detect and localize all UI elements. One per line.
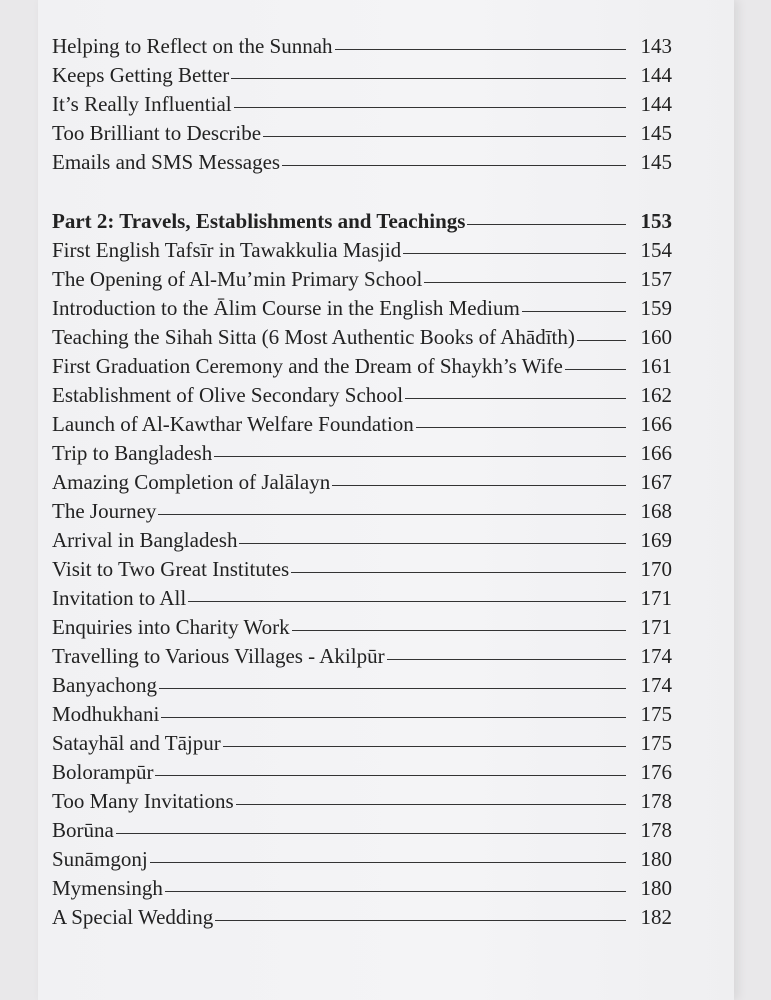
toc-entry xyxy=(52,92,672,121)
toc-leader-line xyxy=(467,224,626,225)
toc-leader-line xyxy=(214,456,626,457)
toc-leader-line xyxy=(223,746,626,747)
toc-leader-line xyxy=(155,775,626,776)
toc-entry-page: 169 xyxy=(640,528,672,552)
toc-entry-title: Bolorampūr xyxy=(52,760,154,784)
toc-entry xyxy=(52,412,672,441)
toc-entry xyxy=(52,63,672,92)
toc-entry-page: 160 xyxy=(640,325,672,349)
toc-leader-line xyxy=(236,804,626,805)
toc-entry-page: 174 xyxy=(640,644,672,668)
toc-leader-line xyxy=(335,49,626,50)
toc-entry xyxy=(52,818,672,847)
toc-entry-title: Teaching the Sihah Sitta (6 Most Authentic Books of Ahādīth) xyxy=(52,325,575,349)
toc-entry-title: Trip to Bangladesh xyxy=(52,441,213,465)
toc-entry xyxy=(52,267,672,296)
toc-leader-line xyxy=(188,601,626,602)
toc-entry-page: 166 xyxy=(640,412,672,436)
toc-leader-line xyxy=(387,659,626,660)
toc-entry-title: Satayhāl and Tājpur xyxy=(52,731,221,755)
table-of-contents xyxy=(52,34,672,934)
toc-entry xyxy=(52,673,672,702)
toc-entry-page: 182 xyxy=(640,905,672,929)
toc-entry xyxy=(52,34,672,63)
toc-entry xyxy=(52,121,672,150)
toc-entry-page: 178 xyxy=(640,789,672,813)
book-page xyxy=(38,0,734,1000)
toc-leader-line xyxy=(405,398,626,399)
toc-entry-title: Emails and SMS Messages xyxy=(52,150,281,174)
toc-entry xyxy=(52,238,672,267)
toc-leader-line xyxy=(161,717,626,718)
toc-entry-page: 161 xyxy=(640,354,672,378)
toc-entry xyxy=(52,528,672,557)
toc-entry-page: 154 xyxy=(640,238,672,262)
toc-entry-title: The Opening of Al-Mu’min Primary School xyxy=(52,267,423,291)
toc-leader-line xyxy=(424,282,626,283)
toc-entry-page: 143 xyxy=(640,34,672,58)
toc-entry-title: Amazing Completion of Jalālayn xyxy=(52,470,331,494)
toc-entry-title: The Journey xyxy=(52,499,157,523)
toc-entry xyxy=(52,296,672,325)
toc-entry xyxy=(52,470,672,499)
toc-entry xyxy=(52,499,672,528)
toc-leader-line xyxy=(403,253,626,254)
toc-entry xyxy=(52,354,672,383)
toc-entry xyxy=(52,847,672,876)
toc-entry xyxy=(52,731,672,760)
toc-entry-page: 145 xyxy=(640,150,672,174)
toc-entry-title: Too Brilliant to Describe xyxy=(52,121,262,145)
toc-entry-page: 170 xyxy=(640,557,672,581)
toc-entry-title: Travelling to Various Villages - Akilpūr xyxy=(52,644,385,668)
toc-entry-title: Visit to Two Great Institutes xyxy=(52,557,290,581)
toc-entry-title: Establishment of Olive Secondary School xyxy=(52,383,404,407)
toc-entry xyxy=(52,760,672,789)
toc-entry-page: 144 xyxy=(640,63,672,87)
toc-entry-title: Banyachong xyxy=(52,673,157,697)
toc-entry xyxy=(52,644,672,673)
toc-leader-line xyxy=(291,572,626,573)
toc-entry-title: Invitation to All xyxy=(52,586,187,610)
toc-leader-line xyxy=(234,107,626,108)
toc-entry xyxy=(52,905,672,934)
toc-entry xyxy=(52,789,672,818)
toc-entry xyxy=(52,586,672,615)
toc-entry-page: 178 xyxy=(640,818,672,842)
toc-entry xyxy=(52,150,672,179)
toc-entry-title: A Special Wedding xyxy=(52,905,214,929)
toc-leader-line xyxy=(565,369,626,370)
toc-leader-line xyxy=(332,485,626,486)
toc-entry-page: 171 xyxy=(640,615,672,639)
toc-entry-title: Modhukhani xyxy=(52,702,160,726)
toc-leader-line xyxy=(522,311,626,312)
toc-entry-title: Mymensingh xyxy=(52,876,163,900)
toc-leader-line xyxy=(263,136,626,137)
toc-entry-title: Arrival in Bangladesh xyxy=(52,528,238,552)
toc-section-top xyxy=(52,34,672,179)
toc-entry-page: 159 xyxy=(640,296,672,320)
toc-leader-line xyxy=(158,514,626,515)
toc-leader-line xyxy=(416,427,626,428)
toc-entry-page: 168 xyxy=(640,499,672,523)
toc-leader-line xyxy=(165,891,626,892)
toc-leader-line xyxy=(215,920,626,921)
toc-entry xyxy=(52,383,672,412)
toc-entry-title: It’s Really Influential xyxy=(52,92,232,116)
toc-entry-title: Too Many Invitations xyxy=(52,789,234,813)
toc-entry xyxy=(52,876,672,905)
toc-entry-title: First English Tafsīr in Tawakkulia Masjid xyxy=(52,238,402,262)
toc-entry-page: 157 xyxy=(640,267,672,291)
toc-entry-title: Launch of Al-Kawthar Welfare Foundation xyxy=(52,412,414,436)
toc-entry-page: 145 xyxy=(640,121,672,145)
toc-part-title: Part 2: Travels, Establishments and Teachings xyxy=(52,209,466,233)
toc-entry-page: 176 xyxy=(640,760,672,784)
toc-entry xyxy=(52,702,672,731)
toc-entry-page: 175 xyxy=(640,731,672,755)
toc-entry xyxy=(52,557,672,586)
toc-entry-title: First Graduation Ceremony and the Dream of Shaykh’s Wife xyxy=(52,354,563,378)
toc-entry-title: Keeps Getting Better xyxy=(52,63,230,87)
toc-entry-page: 174 xyxy=(640,673,672,697)
toc-part-heading xyxy=(52,209,672,238)
toc-leader-line xyxy=(116,833,626,834)
toc-entry-page: 180 xyxy=(640,876,672,900)
toc-entry xyxy=(52,325,672,354)
toc-entry-title: Borūna xyxy=(52,818,114,842)
toc-leader-line xyxy=(292,630,626,631)
toc-entry-page: 171 xyxy=(640,586,672,610)
toc-leader-line xyxy=(239,543,626,544)
toc-entry-title: Introduction to the Ālim Course in the English Medium xyxy=(52,296,520,320)
toc-leader-line xyxy=(150,862,626,863)
toc-entry xyxy=(52,441,672,470)
toc-leader-line xyxy=(282,165,626,166)
toc-entry-title: Helping to Reflect on the Sunnah xyxy=(52,34,333,58)
toc-section-part2 xyxy=(52,238,672,934)
toc-entry xyxy=(52,615,672,644)
toc-entry-title: Sunāmgonj xyxy=(52,847,148,871)
toc-entry-page: 167 xyxy=(640,470,672,494)
toc-entry-title: Enquiries into Charity Work xyxy=(52,615,290,639)
toc-part-page: 153 xyxy=(640,209,672,233)
toc-leader-line xyxy=(159,688,626,689)
toc-entry-page: 180 xyxy=(640,847,672,871)
toc-entry-page: 166 xyxy=(640,441,672,465)
toc-entry-page: 162 xyxy=(640,383,672,407)
toc-entry-page: 175 xyxy=(640,702,672,726)
toc-leader-line xyxy=(577,340,626,341)
toc-entry-page: 144 xyxy=(640,92,672,116)
toc-leader-line xyxy=(231,78,626,79)
